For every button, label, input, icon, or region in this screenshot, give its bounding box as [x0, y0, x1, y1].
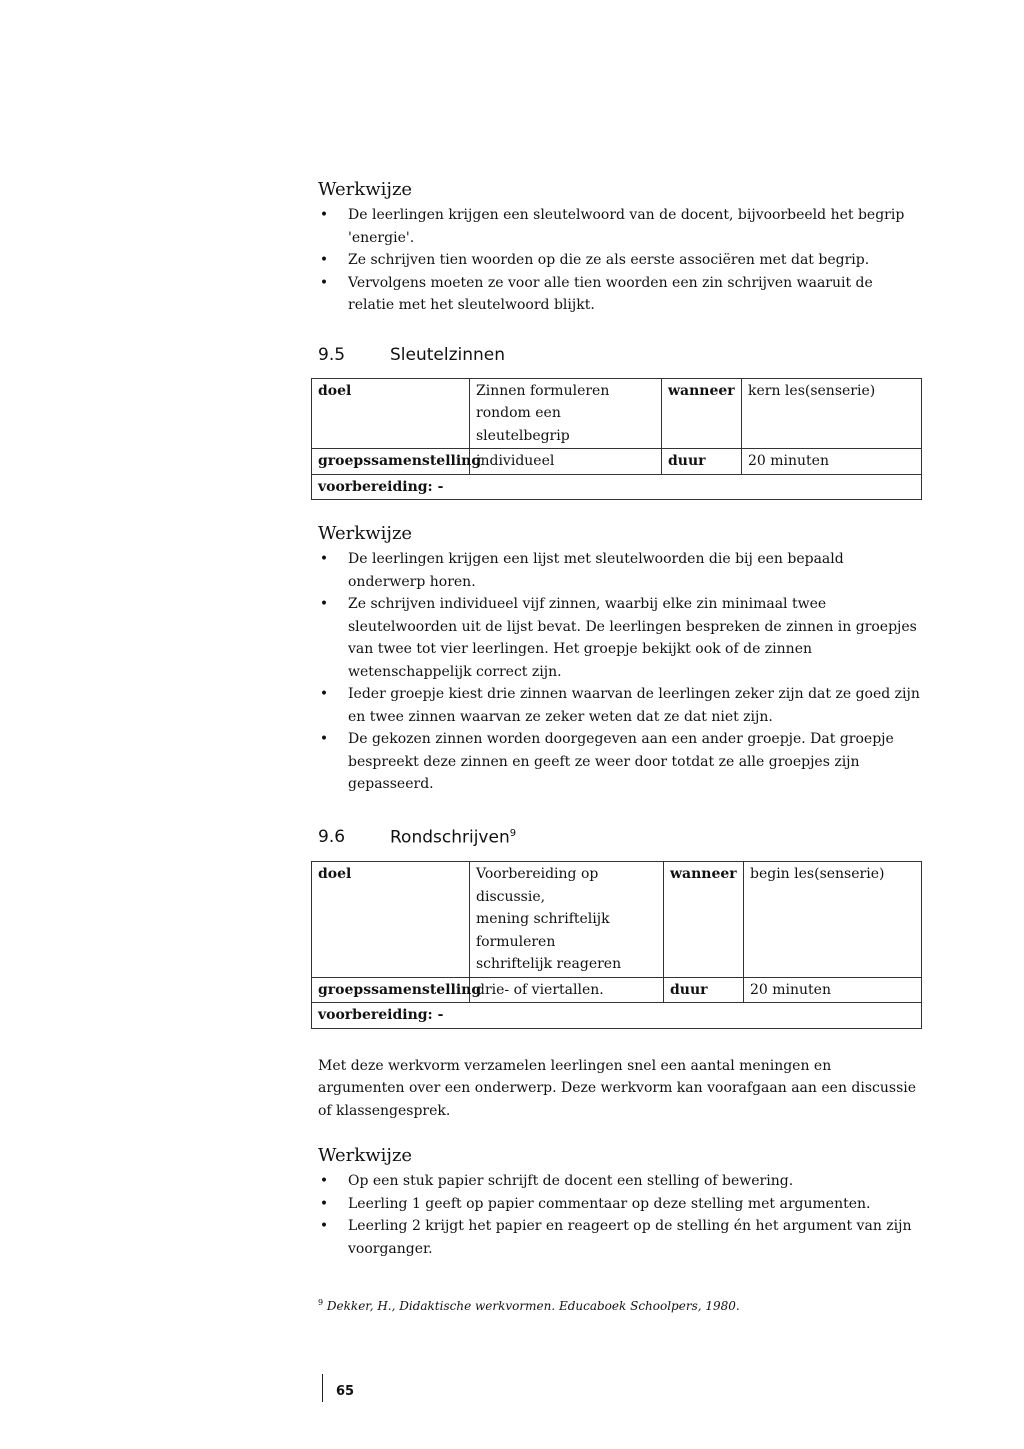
groep-value: individueel — [470, 449, 662, 475]
section-number: 9.5 — [318, 344, 346, 365]
section-number: 9.6 — [318, 827, 346, 848]
table-row — [312, 474, 922, 500]
voorbereiding-label: voorbereiding: - — [312, 474, 922, 500]
info-table-9-6 — [311, 861, 922, 1029]
bullet-icon: • — [319, 596, 329, 612]
bullet-icon: • — [319, 551, 329, 567]
section-title-9-5 — [318, 343, 922, 367]
werkwijze-heading: Werkwijze — [318, 523, 413, 544]
duur-value: 20 minuten — [744, 977, 922, 1003]
werkwijze-heading: Werkwijze — [318, 179, 413, 200]
doel-label: doel — [312, 378, 470, 449]
list-item: • Leerling 1 geeft op papier commentaar op deze stelling met argumenten. — [318, 1193, 922, 1216]
footnote-mark: 9 — [318, 1298, 324, 1307]
table-row — [312, 1003, 922, 1029]
list-item: • Ieder groepje kiest drie zinnen waarvan de leerlingen zeker zijn dat ze goed zijn en twee zinnen waarvan ze zeker weten dat ze dat niet zijn. — [318, 683, 922, 728]
bullet-icon: • — [319, 1173, 329, 1190]
bullet-icon: • — [319, 731, 329, 747]
voorbereiding-label: voorbereiding: - — [312, 1003, 922, 1029]
list-item: • Ze schrijven tien woorden op die ze als eerste associëren met dat begrip. — [318, 249, 922, 272]
table-row — [312, 378, 922, 449]
footnote-text: Dekker, H., Didaktische werkvormen. Educaboek Schoolpers, 1980. — [326, 1299, 740, 1313]
table-row — [312, 977, 922, 1003]
werkwijze-list — [318, 204, 922, 317]
list-item: • Op een stuk papier schrijft de docent een stelling of bewering. — [318, 1170, 922, 1193]
bullet-icon: • — [319, 686, 329, 702]
page-content — [318, 178, 922, 1260]
groep-value: drie- of viertallen. — [470, 977, 664, 1003]
wanneer-value: kern les(senserie) — [742, 378, 922, 449]
page-number: 65 — [336, 1384, 355, 1399]
groep-label: groepssamenstelling — [312, 449, 470, 475]
doel-label: doel — [312, 862, 470, 978]
doel-value: Voorbereiding op discussie, mening schriftelijk formuleren schriftelijk reageren — [470, 862, 664, 978]
werkwijze-heading: Werkwijze — [318, 1145, 413, 1167]
werkwijze-list — [318, 1170, 922, 1260]
footnote — [318, 1294, 740, 1315]
werkwijze-list — [318, 548, 922, 796]
wanneer-value: begin les(senserie) — [744, 862, 922, 978]
list-item: • Vervolgens moeten ze voor alle tien woorden een zin schrijven waaruit de relatie met het sleutelwoord blijkt. — [318, 272, 922, 317]
list-item: • De leerlingen krijgen een sleutelwoord van de docent, bijvoorbeeld het begrip 'energie'. — [318, 204, 922, 249]
intro-paragraph: Met deze werkvorm verzamelen leerlingen snel een aantal meningen en argumenten over een onderwerp. Deze werkvorm kan voorafgaan aan een discussie of klassengesprek. — [318, 1057, 917, 1119]
list-item: • Leerling 2 krijgt het papier en reageert op de stelling én het argument van zijn voorganger. — [318, 1215, 922, 1260]
bullet-icon: • — [319, 1195, 329, 1212]
bullet-icon: • — [319, 274, 329, 291]
wanneer-label: wanneer — [664, 862, 744, 978]
duur-value: 20 minuten — [742, 449, 922, 475]
section-title-text: Sleutelzinnen — [390, 344, 506, 365]
section-title-9-6 — [318, 822, 922, 850]
groep-label: groepssamenstelling — [312, 977, 470, 1003]
section-title-text: Rondschrijven$^9$ — [390, 827, 517, 848]
list-item: • De leerlingen krijgen een lijst met sleutelwoorden die bij een bepaald onderwerp horen. — [318, 548, 922, 593]
list-item: • De gekozen zinnen worden doorgegeven aan een ander groepje. Dat groepje bespreekt deze zinnen en geeft ze weer door totdat ze alle groepjes zijn gepasseerd. — [318, 728, 922, 796]
list-item: • Ze schrijven individueel vijf zinnen, waarbij elke zin minimaal twee sleutelwoorden uit de lijst bevat. De leerlingen bespreken de zinnen in groepjes van twee tot vier leerlingen. Het groepje bekijkt ook of de zinnen wetenschappelijk correct zijn. — [318, 593, 922, 683]
bullet-icon: • — [319, 252, 329, 268]
table-row — [312, 862, 922, 978]
duur-label: duur — [664, 977, 744, 1003]
bullet-icon: • — [319, 1218, 329, 1235]
duur-label: duur — [662, 449, 742, 475]
page-number-divider — [322, 1374, 323, 1402]
doel-value: Zinnen formuleren rondom een sleutelbegrip — [470, 378, 662, 449]
bullet-icon: • — [319, 207, 329, 223]
table-row — [312, 449, 922, 475]
footnote-reference: 9 — [509, 827, 517, 839]
wanneer-label: wanneer — [662, 378, 742, 449]
info-table-9-5 — [311, 378, 922, 501]
